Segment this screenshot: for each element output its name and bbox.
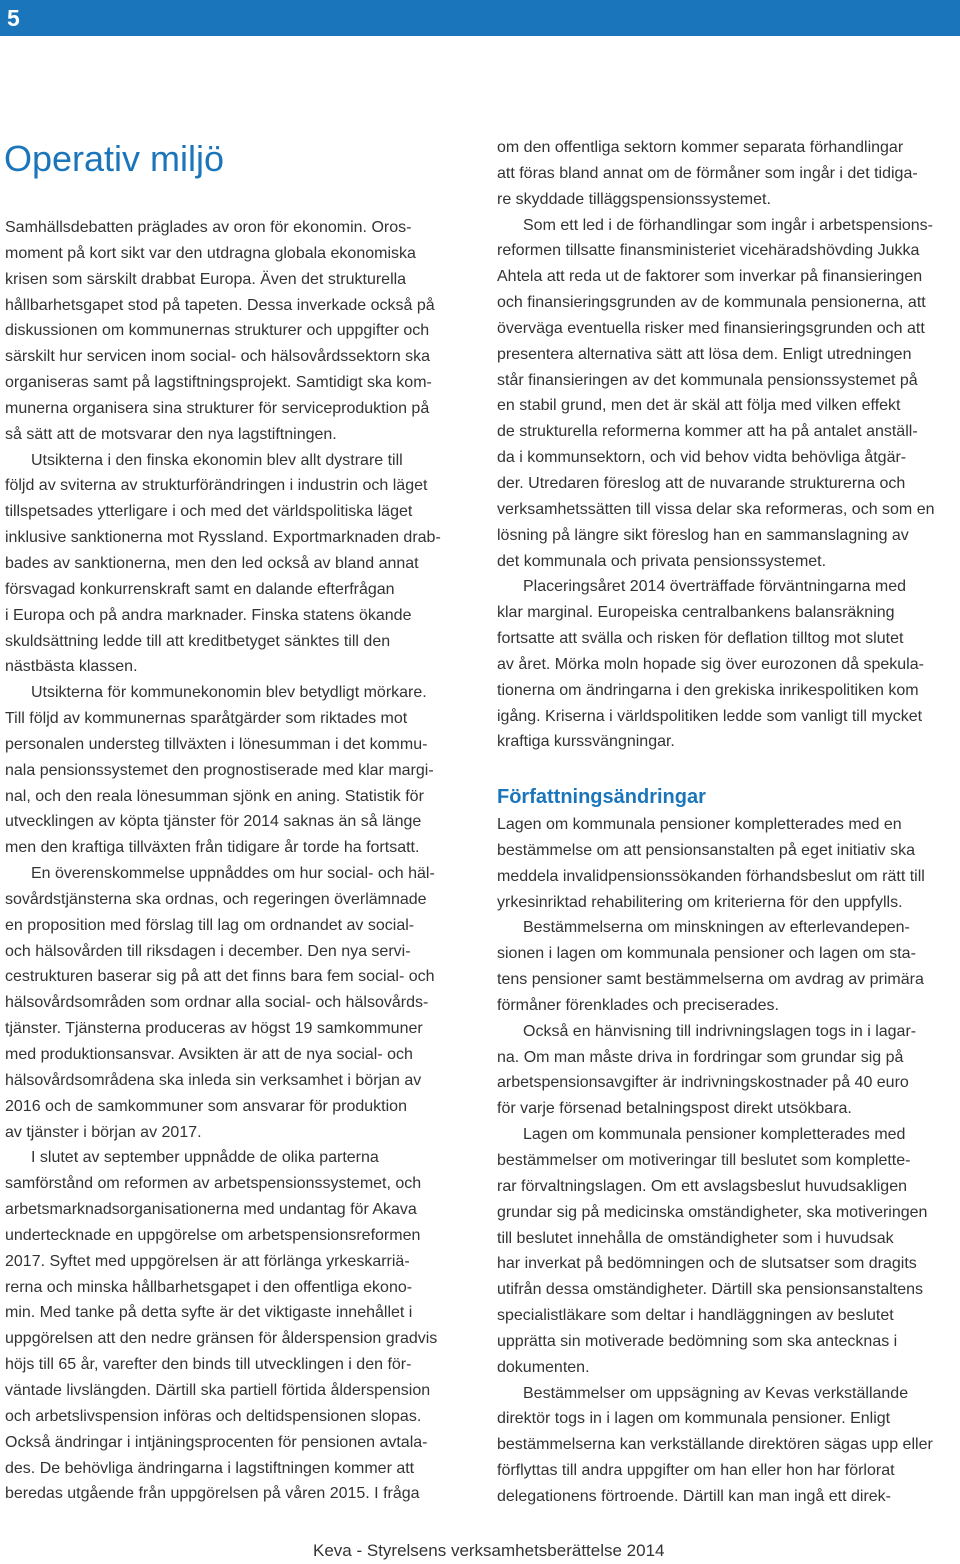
text-line: hållbarhetsgapet stod på tapeten. Dessa inverkade också på (5, 296, 435, 314)
text-line: en proposition med förslag till lag om ordnandet av social- (5, 916, 415, 934)
text-line: Utsikterna i den finska ekonomin blev allt dystrare till (31, 451, 403, 469)
text-line: Också ändringar i intjäningsprocenten för pensionen avtala- (5, 1433, 428, 1451)
text-line: delegationens förtroende. Därtill kan man ingå ett direk- (497, 1487, 891, 1505)
right-column-bottom (497, 812, 958, 1510)
text-line: förmåner förenklades och preciserades. (497, 996, 779, 1014)
text-line: organiseras samt på lagstiftningsprojekt. Samtidigt ska kom- (5, 374, 432, 392)
text-line: bestämmelse om att pensionsanstalten på eget initiativ ska (497, 841, 916, 859)
text-line: krisen som särskilt drabbat Europa. Även det strukturella (5, 270, 407, 288)
text-line: till beslutet innehålla de omständigheter som i huvudsak (497, 1229, 894, 1247)
text-line: av året. Mörka moln hopade sig över eurozonen då spekula- (497, 655, 924, 673)
text-line: och finansieringsgrunden av de kommunala pensionerna, att (497, 294, 926, 312)
text-line: de strukturella reformerna kommer att ha på antalet anställ- (497, 423, 918, 441)
text-line: min. Med tanke på detta syfte är det viktigaste innehållet i (5, 1304, 413, 1322)
text-line: sovårdstjänsterna ska ordnas, och regeringen överlämnade (5, 890, 427, 908)
text-line: tjänster. Tjänsterna produceras av högst 19 samkommuner (5, 1020, 423, 1038)
text-line: specialistläkare som deltar i handläggningen av beslutet (497, 1307, 894, 1325)
text-line: diskussionen om kommunernas strukturer och uppgifter och (5, 322, 430, 340)
text-line: meddela invalidpensionssökanden förhandsbeslut om rätt till (497, 867, 925, 885)
text-line: sionen i lagen om kommunala pensioner och lagen om sta- (497, 945, 916, 963)
text-line: verksamhetssätten till vissa delar ska reformeras, och som en (497, 500, 935, 518)
paragraph (5, 1145, 466, 1507)
text-line: rerna och minska hållbarhetsgapet i den offentliga ekono- (5, 1278, 413, 1296)
text-line: da i kommunsektorn, och vid behov vidta behövliga åtgär- (497, 449, 907, 467)
text-line: Ahtela att reda ut de faktorer som inverkar på finansieringen (497, 268, 923, 286)
text-line: tillspetsades ytterligare i och med det världspolitiska läget (5, 503, 413, 521)
text-line: står finansieringen av det kommunala pensionssystemet på (497, 371, 918, 389)
text-line: Samhällsdebatten präglades av oron för ekonomin. Oros- (5, 219, 412, 236)
text-line: igång. Kriserna i världspolitiken ledde som vanligt till mycket (497, 707, 923, 725)
text-line: 2016 och de samkommuner som ansvarar för produktion (5, 1097, 407, 1115)
text-line: hälsovårdsområden som ordnar alla social- och hälsovårds- (5, 994, 429, 1012)
text-line: hälsovårdsområdena ska inleda sin verksamhet i början av (5, 1071, 422, 1089)
text-line: uppgörelsen att den nedre gränsen för ålderspension gradvis (5, 1330, 438, 1348)
text-line: undertecknade en uppgörelse om arbetspensionsreformen (5, 1226, 421, 1244)
paragraph (497, 812, 958, 915)
text-line: Utsikterna för kommunekonomin blev betydligt mörkare. (31, 684, 427, 702)
text-line: men den kraftiga tillväxten från tidigare år torde ha fortsatt. (5, 839, 420, 857)
text-line: personalen understeg tillväxten i lönesumman i det kommu- (5, 735, 428, 753)
paragraph (497, 1122, 958, 1380)
text-line: dokumenten. (497, 1358, 590, 1376)
text-line: Till följd av kommunernas sparåtgärder som riktades mot (5, 710, 408, 728)
text-line: i Europa och på andra marknader. Finska statens ökande (5, 606, 412, 624)
text-line: arbetspensionsavgifter är indrivningskostnader på 40 euro (497, 1074, 909, 1092)
text-line: utifrån dessa omständigheter. Därtill ska pensionsanstaltens (497, 1281, 924, 1299)
text-line: arbetsmarknadsorganisationerna med undantag för Akava (5, 1201, 417, 1219)
paragraph (497, 1381, 958, 1510)
text-line: så sätt att de motsvarar den nya lagstiftningen. (5, 425, 337, 443)
text-line: des. De behövliga ändringarna i lagstiftningen kommer att (5, 1459, 415, 1477)
text-line: har inverkat på bedömningen och de slutsatser som dragits (497, 1255, 917, 1273)
paragraph (5, 861, 466, 1145)
paragraph (497, 915, 958, 1018)
text-line: cestrukturen baserar sig på att det finns bara fem social- och (5, 968, 435, 986)
text-line: Bestämmelser om uppsägning av Kevas verkställande (523, 1384, 909, 1402)
text-line: för varje försenad betalningspost direkt utsökbara. (497, 1100, 852, 1118)
text-line: direktör togs in i lagen om kommunala pensioner. Enligt (497, 1410, 891, 1428)
paragraph (5, 215, 466, 448)
text-line: Också en hänvisning till indrivningslagen togs in i lagar- (523, 1022, 917, 1040)
text-line: yrkesinriktad rehabilitering om kriterierna för den uppfylls. (497, 893, 903, 911)
text-line: bades av sanktionerna, men den led också av bland annat (5, 554, 419, 572)
text-line: med produktionsansvar. Avsikten är att de nya social- och (5, 1046, 413, 1063)
text-line: Lagen om kommunala pensioner kompletterades med en (497, 816, 902, 833)
right-column-top (497, 135, 958, 755)
text-line: moment på kort sikt var den utdragna globala ekonomiska (5, 244, 416, 262)
text-line: av tjänster i början av 2017. (5, 1123, 202, 1141)
text-line: klar marginal. Europeiska centralbankens balansräkning (497, 604, 895, 622)
paragraph (497, 1019, 958, 1122)
text-line: samförstånd om reformen av arbetspensionssystemet, och (5, 1175, 422, 1193)
text-line: Som ett led i de förhandlingar som ingår i arbetspensions- (523, 216, 933, 234)
text-line: presentera alternativa sätt att lösa dem. Enligt utredningen (497, 345, 912, 363)
page-number: 5 (7, 5, 20, 31)
text-line: 2017. Syftet med uppgörelsen är att förlänga yrkeskarriä- (5, 1252, 410, 1270)
text-line: skuldsättning ledde till att kreditbetyget sänktes till den (5, 632, 391, 650)
text-line: bestämmelser om motiveringar till beslutet som komplette- (497, 1151, 911, 1169)
text-line: förflyttas till andra uppgifter om han eller hon har förlorat (497, 1462, 895, 1480)
text-line: nal, och den reala lönesumman sjönk en aning. Statistik för (5, 787, 424, 805)
text-line: särskilt hur servicen inom social- och hälsovårdssektorn ska (5, 348, 431, 366)
text-line: der. Utredaren föreslog att de nuvarande strukturerna och (497, 474, 906, 492)
text-line: nala pensionssystemet den prognostiserade med klar margi- (5, 761, 434, 779)
paragraph (5, 448, 466, 681)
text-line: fortsatte att svälla och risken för deflation tilltog mot slutet (497, 630, 904, 648)
text-line: munerna organisera sina strukturer för serviceproduktion på (5, 399, 430, 417)
text-line: na. Om man måste driva in fordringar som grundar sig på (497, 1048, 904, 1066)
text-line: och hälsovården till riksdagen i december. Den nya servi- (5, 942, 411, 960)
text-line: lösning på längre sikt föreslog han en sammanslagning av (497, 526, 909, 544)
text-line: det kommunala och privata pensionssystemet. (497, 552, 827, 570)
text-line: upprätta sin motiverade bedömning som ska antecknas i (497, 1332, 898, 1350)
text-line: inklusive sanktionerna mot Ryssland. Exportmarknaden drab- (5, 529, 441, 547)
text-line: tens pensioner samt bestämmelserna om avdrag av primära (497, 971, 924, 989)
text-line: nästbästa klassen. (5, 658, 138, 676)
text-line: rar förvaltningslagen. Om ett avslagsbeslut huvudsakligen (497, 1177, 907, 1195)
left-column (5, 215, 466, 1507)
paragraph (497, 135, 958, 213)
text-line: försvagad konkurrenskraft samt en dalande efterfrågan (5, 580, 395, 598)
text-line: om den offentliga sektorn kommer separata förhandlingar (497, 139, 904, 156)
text-line: Bestämmelserna om minskningen av efterlevandepen- (523, 919, 910, 937)
text-line: höjs till 65 år, varefter den binds till utvecklingen i den för- (5, 1356, 412, 1374)
text-line: väntade livslängden. Därtill ska partiell förtida ålderspension (5, 1381, 431, 1399)
page-title: Operativ miljö (4, 138, 225, 179)
header-bar (0, 0, 960, 36)
paragraph (497, 213, 958, 575)
text-line: och arbetslivspension införas och deltidspensionen slopas. (5, 1407, 422, 1425)
text-line: I slutet av september uppnådde de olika parterna (31, 1149, 379, 1167)
text-line: bestämmelserna kan verkställande direktören sägas upp eller (497, 1436, 933, 1454)
text-line: utvecklingen av köpta tjänster för 2014 saknas än så länge (5, 813, 422, 831)
text-line: En överenskommelse uppnåddes om hur social- och häl- (31, 865, 435, 883)
text-line: grundar sig på medicinska omständigheter, ska motiveringen (497, 1203, 928, 1221)
text-line: Lagen om kommunala pensioner kompletterades med (523, 1126, 906, 1144)
text-line: överväga eventuella risker med finansieringsgrunden och att (497, 319, 925, 337)
footer-text: Keva - Styrelsens verksamhetsberättelse 2014 (313, 1541, 665, 1560)
text-line: kraftiga kurssvängningar. (497, 733, 675, 751)
text-line: reformen tillsatte finansministeriet vicehäradshövding Jukka (497, 242, 920, 260)
section-heading: Författningsändringar (497, 786, 706, 808)
text-line: beredas utgående från uppgörelsen på våren 2015. I fråga (5, 1485, 420, 1503)
text-line: att föras bland annat om de förmåner som ingår i det tidiga- (497, 164, 918, 182)
text-line: Placeringsåret 2014 överträffade förväntningarna med (523, 578, 907, 596)
text-line: re skyddade tilläggspensionssystemet. (497, 190, 771, 208)
paragraph (497, 574, 958, 755)
text-line: en stabil grund, men det är skäl att följa med vilken effekt (497, 397, 901, 415)
text-line: följd av sviterna av strukturförändringen i industrin och läget (5, 477, 428, 495)
paragraph (5, 680, 466, 861)
text-line: tionerna om ändringarna i den grekiska inrikespolitiken kom (497, 681, 919, 699)
